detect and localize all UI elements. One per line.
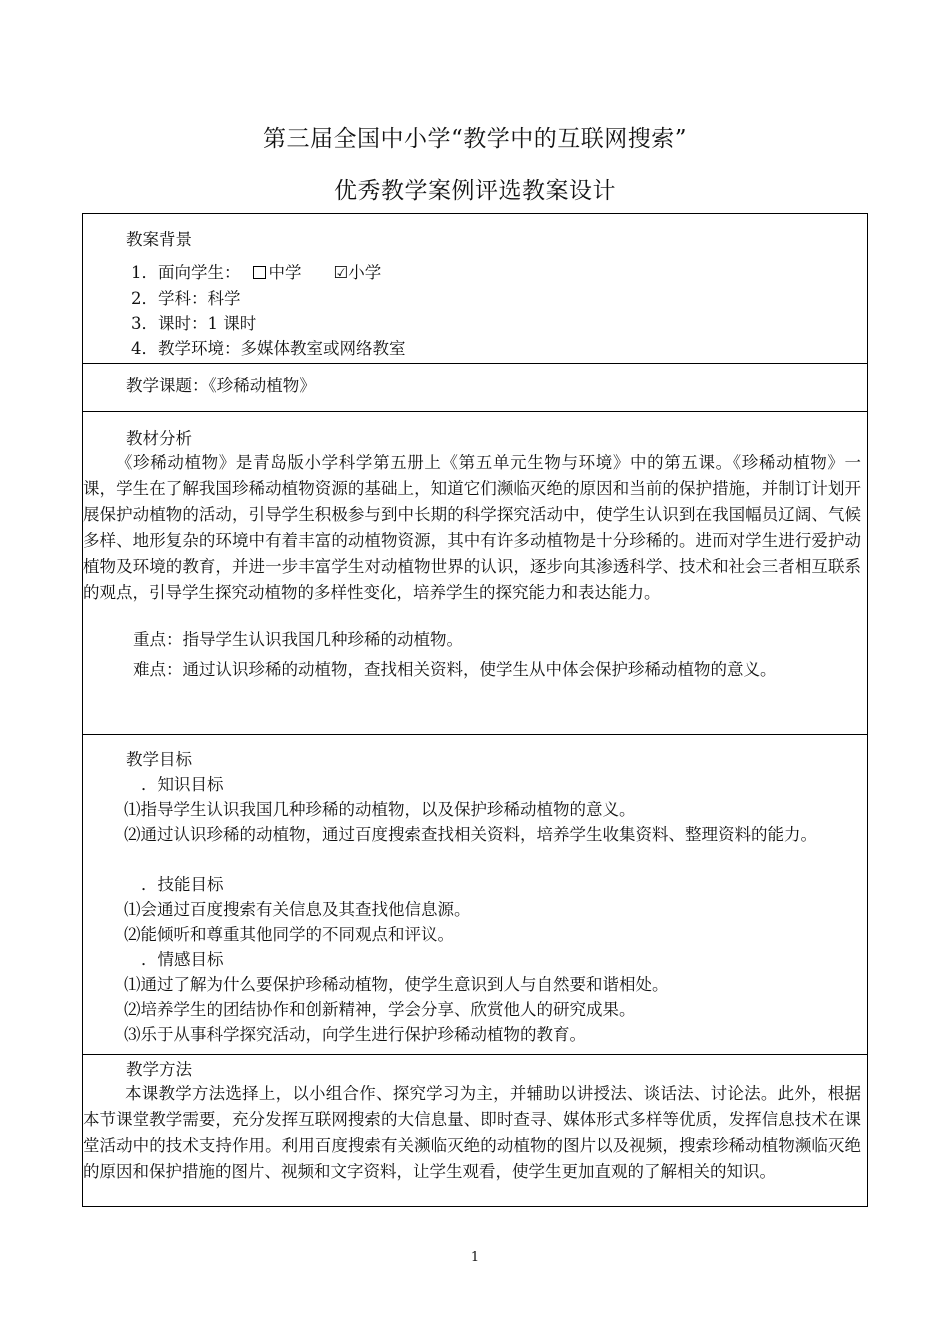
methods-paragraph: 本课教学方法选择上，以小组合作、探究学习为主，并辅助以讲授法、谈话法、讨论法。此外，根据本节课堂教学需要，充分发挥互联网搜索的大信息量、即时查寻、媒体形式多样等优质，发挥信息技术在课堂活动中的技术支持作用。利用百度搜索有关濒临灭绝的动植物的图片以及视频，搜索珍稀动植物濒临灭绝的原因和保护措施的图片、视频和文字资料，让学生观看，使学生更加直观的了解相关的知识。 <box>83 1084 861 1181</box>
option-middle: 中学 <box>268 263 302 282</box>
page-number: 1 <box>470 1250 480 1265</box>
lesson-topic: 教学课题：《珍稀动植物》 <box>126 376 316 395</box>
skill-goal-2: ⑵能倾听和尊重其他同学的不同观点和评议。 <box>124 925 454 944</box>
document-title: 第三届全国中小学“教学中的互联网搜索” <box>262 126 688 152</box>
lesson-plan-table <box>82 213 868 1207</box>
goals-heading: 教学目标 <box>126 750 192 769</box>
skill-goal-heading: ．技能目标 <box>141 875 224 894</box>
knowledge-goal-2: ⑵通过认识珍稀的动植物，通过百度搜索查找相关资料，培养学生收集资料、整理资料的能力。 <box>124 825 817 844</box>
document-subtitle: 优秀教学案例评选教案设计 <box>334 178 616 204</box>
subject-row: 2．学科：科学 <box>131 289 241 308</box>
methods-heading: 教学方法 <box>126 1060 192 1079</box>
checkbox-primary-icon: ☑ <box>333 263 349 282</box>
emotion-goal-3: ⑶乐于从事科学探究活动，向学生进行保护珍稀动植物的教育。 <box>124 1025 586 1044</box>
key-point: 重点：指导学生认识我国几种珍稀的动植物。 <box>133 630 463 649</box>
background-section <box>83 214 867 364</box>
emotion-goal-heading: ．情感目标 <box>141 950 224 969</box>
difficulty-point: 难点：通过认识珍稀的动植物，查找相关资料，使学生从中体会保护珍稀动植物的意义。 <box>133 660 777 679</box>
emotion-goal-2: ⑵培养学生的团结协作和创新精神，学会分享、欣赏他人的研究成果。 <box>124 1000 636 1019</box>
knowledge-goal-heading: ．知识目标 <box>141 775 224 794</box>
checkbox-middle-icon <box>253 266 266 279</box>
skill-goal-1: ⑴会通过百度搜索有关信息及其查找他信息源。 <box>124 900 471 919</box>
audience-label: 1．面向学生： <box>131 263 241 282</box>
environment-row: 4．教学环境：多媒体教室或网络教室 <box>131 339 406 358</box>
emotion-goal-1: ⑴通过了解为什么要保护珍稀动植物，使学生意识到人与自然要和谐相处。 <box>124 975 669 994</box>
audience-row <box>131 260 381 285</box>
background-heading: 教案背景 <box>126 230 192 249</box>
analysis-heading: 教材分析 <box>126 429 192 448</box>
analysis-paragraph: 《珍稀动植物》是青岛版小学科学第五册上《第五单元生物与环境》中的第五课。《珍稀动植物》一课，学生在了解我国珍稀动植物资源的基础上，知道它们濒临灭绝的原因和当前的保护措施，并制订计划开展保护动植物的活动，引导学生积极参与到中长期的科学探究活动中，使学生认识到在我国幅员辽阔、气候多样、地形复杂的环境中有着丰富的动植物资源，其中有许多动植物是十分珍稀的。进而对学生进行爱护动植物及环境的教育，并进一步丰富学生对动植物世界的认识，逐步向其渗透科学、技术和社会三者相互联系的观点，引导学生探究动植物的多样性变化，培养学生的探究能力和表达能力。 <box>83 453 861 602</box>
option-primary: 小学 <box>348 263 382 282</box>
analysis-section <box>83 412 867 735</box>
goals-section <box>83 735 867 1055</box>
methods-section <box>83 1055 867 1206</box>
duration-row: 3．课时：1 课时 <box>131 314 257 333</box>
knowledge-goal-1: ⑴指导学生认识我国几种珍稀的动植物，以及保护珍稀动植物的意义。 <box>124 800 636 819</box>
topic-section <box>83 364 867 412</box>
